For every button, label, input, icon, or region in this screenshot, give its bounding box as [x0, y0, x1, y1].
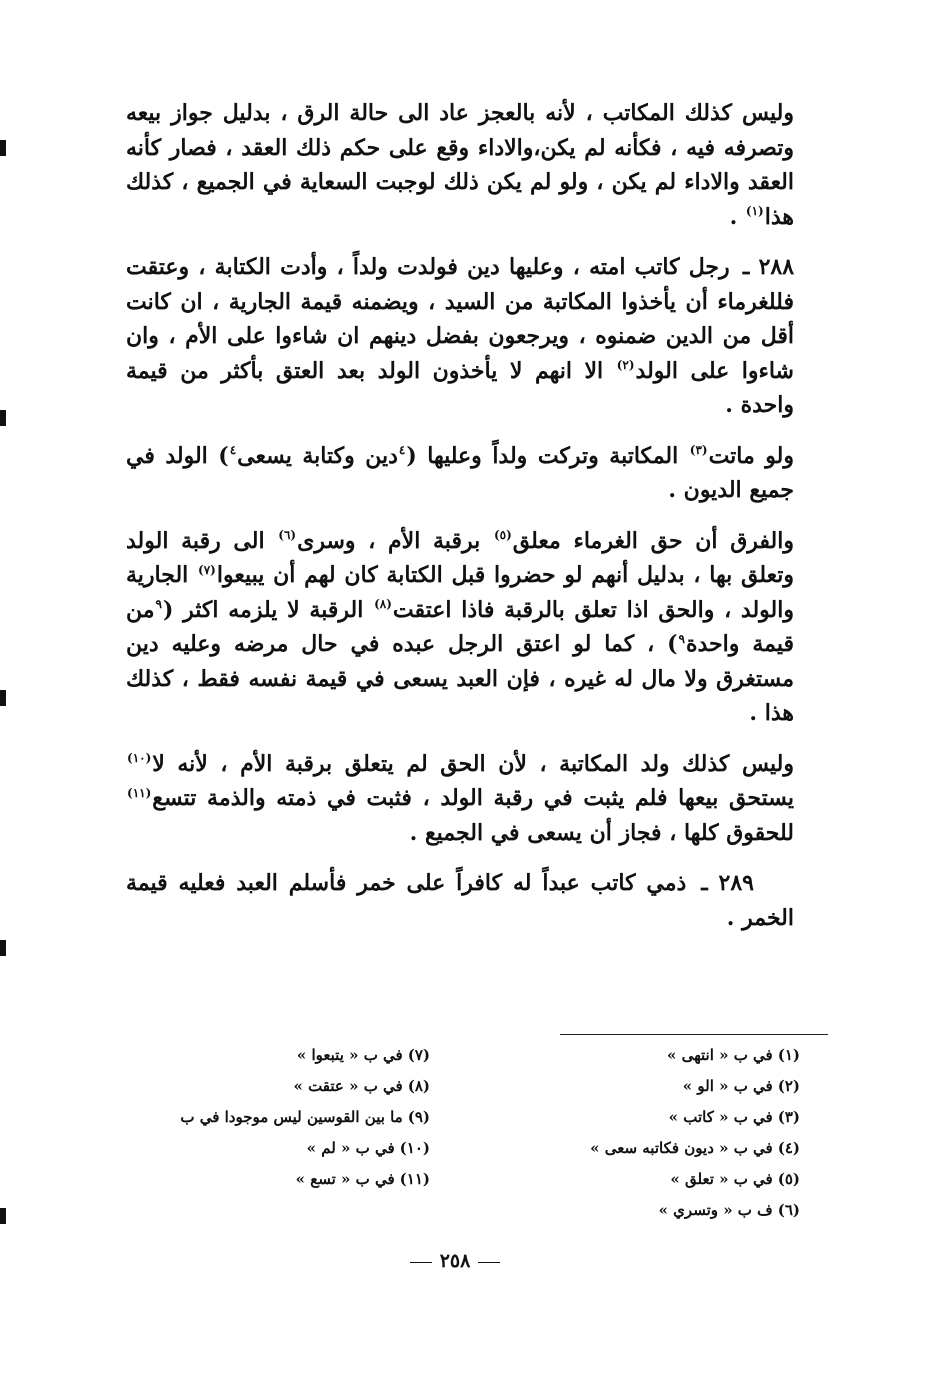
footnote-ref: (٨)	[374, 597, 392, 612]
dash-decoration	[478, 1262, 500, 1263]
footnote-separator	[560, 1034, 828, 1035]
footnote: (٥)في ب « تعلق »	[670, 1170, 800, 1188]
dash-decoration	[410, 1262, 432, 1263]
paragraph-5: وليس كذلك ولد المكاتبة ، لأن الحق لم يتعلق برقبة الأم ، لأنه لا$^{(١٠)}$ يستحق بيعها فلم يثبت في رقبة الولد ، فثبت في ذمته والذمة تتسع$^{(١١)}$ للحقوق كلها ، فجاز أن يسعى في الجميع .	[127, 750, 794, 846]
footnote-ref: ٩	[155, 597, 162, 612]
footnotes-left-column	[150, 1040, 430, 1195]
page-number: ٢٥٨	[400, 1250, 510, 1272]
scan-edge-mark	[0, 940, 6, 956]
footnote-ref: ٩	[678, 631, 685, 646]
footnote: (٢)في ب « الو »	[682, 1077, 800, 1095]
footnotes-right-column	[540, 1040, 800, 1226]
footnote: (١١)في ب « تسع »	[295, 1170, 430, 1188]
footnote: (١)في ب « انتهى »	[667, 1046, 800, 1064]
footnote: (٩)ما بين القوسين ليس موجودا في ب	[180, 1108, 430, 1126]
footnote: (٤)في ب « ديون فكاتبه سعى »	[590, 1139, 800, 1157]
footnote-ref: (٣)	[689, 443, 708, 458]
paragraph-289: ٢٨٩ ـ ذمي كاتب عبداً له كافراً على خمر فأسلم العبد فعليه قيمة الخمر .	[126, 870, 794, 931]
scan-edge-mark	[0, 690, 6, 706]
scan-edge-mark	[0, 410, 6, 426]
main-text	[126, 96, 794, 935]
paragraph-4: والفرق أن حق الغرماء معلق$^{(٥)}$ برقبة الأم ، وسرى$^{(٦)}$ الى رقبة الولد وتعلق بها ، بدليل أنهم لو حضروا قبل الكتابة كان لهم أن يبيعوا$^{(٧)}$ الجارية والولد ، والحق اذا تعلق بالرقبة فاذا اعتقت$^{(٨)}$ الرقبة لا يلزمه اكثر ($^٩$من قيمة واحدة$^٩$) ، كما لو اعتق الرجل عبده في حال مرضه وعليه دين مستغرق ولا مال له غيره ، فإن العبد يسعى في قيمة نفسه فقط ، كذلك هذا .	[126, 527, 795, 726]
entry-number: ٢٨٨ ـ	[742, 254, 795, 280]
footnote: (٣)في ب « كاتب »	[668, 1108, 800, 1126]
footnote-ref: (٥)	[493, 528, 512, 543]
footnote: (١٠)في ب « لم »	[306, 1139, 430, 1157]
footnote-ref: (١٠)	[127, 751, 152, 766]
footnote-ref: (٧)	[198, 562, 216, 577]
scan-edge-mark	[0, 1208, 6, 1224]
footnote-ref: (٦)	[278, 528, 297, 543]
paragraph-3: ولو ماتت$^{(٣)}$ المكاتبة وتركت ولداً وعليها ($^٤$دين وكتابة يسعى$^٤$) الولد في جميع الديون .	[126, 442, 794, 503]
paragraph-1: وليس كذلك المكاتب ، لأنه بالعجز عاد الى حالة الرق ، بدليل جواز بيعه وتصرفه فيه ، فكأنه لم يكن،والاداء وقع على حكم ذلك العقد ، فصار كأنه العقد والاداء لم يكن ، ولو لم يكن ذلك لوجبت السعاية في الجميع ، كذلك هذا$^{(١)}$ .	[126, 100, 794, 230]
scan-edge-mark	[0, 140, 6, 156]
footnote-ref: ٤	[398, 443, 406, 458]
footnote-ref: (١)	[745, 204, 764, 219]
footnote: (٦)ف ب « وتسري »	[658, 1201, 800, 1219]
footnote: (٨)في ب « عتقت »	[293, 1077, 430, 1095]
footnote: (٧)في ب « يتبعوا »	[296, 1046, 430, 1064]
paragraph-288: ٢٨٨ ـ رجل كاتب امته ، وعليها دين فولدت ولداً ، وأدت الكتابة ، وعتقت فللغرماء أن يأخذوا المكاتبة من السيد ، ويضمنه قيمة الجارية ، ان كانت أقل من الدين ضمنوه ، ويرجعون بفضل دينهم ان شاءوا على الأم ، وان شاءوا على الولد$^{(٢)}$ الا انهم لا يأخذون الولد بعد العتق بأكثر من قيمة واحدة .	[126, 254, 795, 418]
footnote-ref: (١١)	[127, 785, 152, 800]
footnote-ref: (٢)	[616, 358, 635, 373]
footnote-ref: ٤	[229, 443, 237, 458]
entry-number: ٢٨٩ ـ	[701, 870, 754, 896]
